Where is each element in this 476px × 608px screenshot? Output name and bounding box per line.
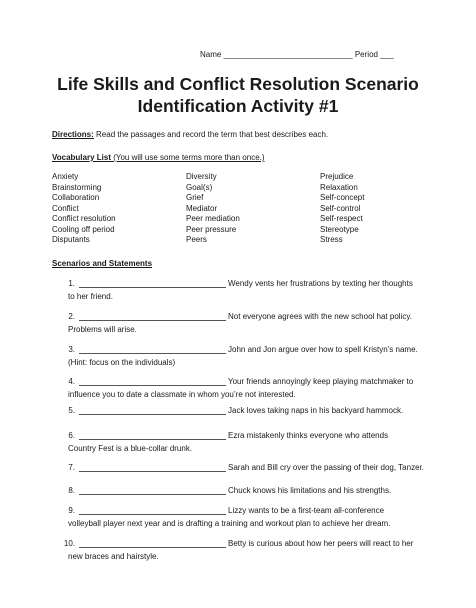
vocab-term: Peers [186,235,207,244]
answer-blank[interactable] [79,287,226,288]
directions-text: Read the passages and record the term that best describes each. [93,130,329,139]
scenario-text: John and Jon argue over how to spell Kristyn’s name. [228,345,418,354]
name-period-line [200,50,394,59]
vocab-term: Prejudice [320,172,354,181]
vocab-term: Brainstorming [52,182,102,192]
item-number: 4. [68,377,75,386]
answer-blank[interactable] [79,547,226,548]
vocab-term: Diversity [186,172,217,181]
answer-blank[interactable] [79,353,226,354]
scenario-text-continued: volleyball player next year and is drafting a training and workout plan to achieve her dream. [68,519,391,528]
title-line-1: Life Skills and Conflict Resolution Scenario [57,74,419,94]
vocab-term: Conflict resolution [52,214,116,223]
vocab-term: Peer pressure [186,224,237,234]
item-number: 2. [68,312,75,321]
scenario-text-continued: Problems will arise. [68,325,137,334]
answer-blank[interactable] [79,320,226,321]
vocab-term: Self-concept [320,193,365,202]
vocab-term: Disputants [52,235,90,244]
name-blank[interactable]: _____________________________ [223,50,353,59]
vocabulary-column-1 [52,172,116,246]
vocab-term: Self-control [320,203,361,213]
vocab-term: Relaxation [320,182,358,192]
vocab-term: Self-respect [320,214,363,223]
scenario-text: Lizzy wants to be a first-team all-conference [228,506,385,515]
answer-blank[interactable] [79,514,226,515]
vocabulary-heading [52,153,265,162]
scenario-text: Ezra mistakenly thinks everyone who attends [228,431,389,440]
item-number: 3. [68,345,75,354]
scenario-text: Chuck knows his limitations and his strengths. [228,486,392,495]
item-number: 6. [68,431,75,440]
item-number: 1. [68,279,75,288]
vocab-term: Grief [186,193,204,202]
vocabulary-column-3 [320,172,364,246]
vocabulary-heading-note: (You will use some terms more than once.) [110,153,265,162]
vocab-term: Anxiety [52,172,79,181]
vocab-term: Conflict [52,203,79,213]
answer-blank[interactable] [79,414,226,415]
scenario-text: Your friends annoyingly keep playing matchmaker to [228,377,414,386]
item-number: 9. [68,506,75,515]
period-label: Period [354,50,378,59]
vocab-term: Stereotype [320,224,359,234]
answer-blank[interactable] [79,494,226,495]
name-label: Name [200,50,222,59]
vocabulary-column-2 [186,172,240,246]
directions [52,130,328,139]
vocab-term: Cooling off period [52,224,115,234]
item-number: 10. [63,539,75,548]
scenario-text-continued: to her friend. [68,292,113,301]
vocab-term: Peer mediation [186,214,240,223]
vocab-term: Goal(s) [186,182,213,192]
answer-blank[interactable] [79,471,226,472]
title-line-2: Identification Activity #1 [137,96,339,116]
period-blank[interactable]: ___ [380,50,394,59]
vocab-term: Stress [320,235,343,244]
item-number: 5. [68,406,75,415]
scenario-text: Betty is curious about how her peers will react to her [228,539,414,548]
answer-blank[interactable] [79,439,226,440]
answer-blank[interactable] [79,385,226,386]
scenario-text-continued: (Hint: focus on the individuals) [68,358,176,367]
item-number: 8. [68,486,75,495]
scenario-text: Wendy vents her frustrations by texting her thoughts [228,279,413,288]
scenario-text-continued: Country Fest is a blue-collar drunk. [68,444,193,453]
scenario-text: Sarah and Bill cry over the passing of their dog, Tanzer. [228,463,424,472]
scenarios-heading: Scenarios and Statements [52,259,153,268]
vocab-term: Collaboration [52,193,100,202]
scenario-text-continued: influence you to date a classmate in whom you’re not interested. [68,390,296,399]
page-title [0,73,476,117]
directions-label: Directions: [52,130,94,139]
vocabulary-heading-bold: Vocabulary List [52,153,111,162]
vocab-term: Mediator [186,203,218,213]
scenario-text: Not everyone agrees with the new school hat policy. [228,312,412,321]
scenario-text-continued: new braces and hairstyle. [68,552,159,561]
item-number: 7. [68,463,75,472]
scenario-text: Jack loves taking naps in his backyard hammock. [228,406,404,415]
